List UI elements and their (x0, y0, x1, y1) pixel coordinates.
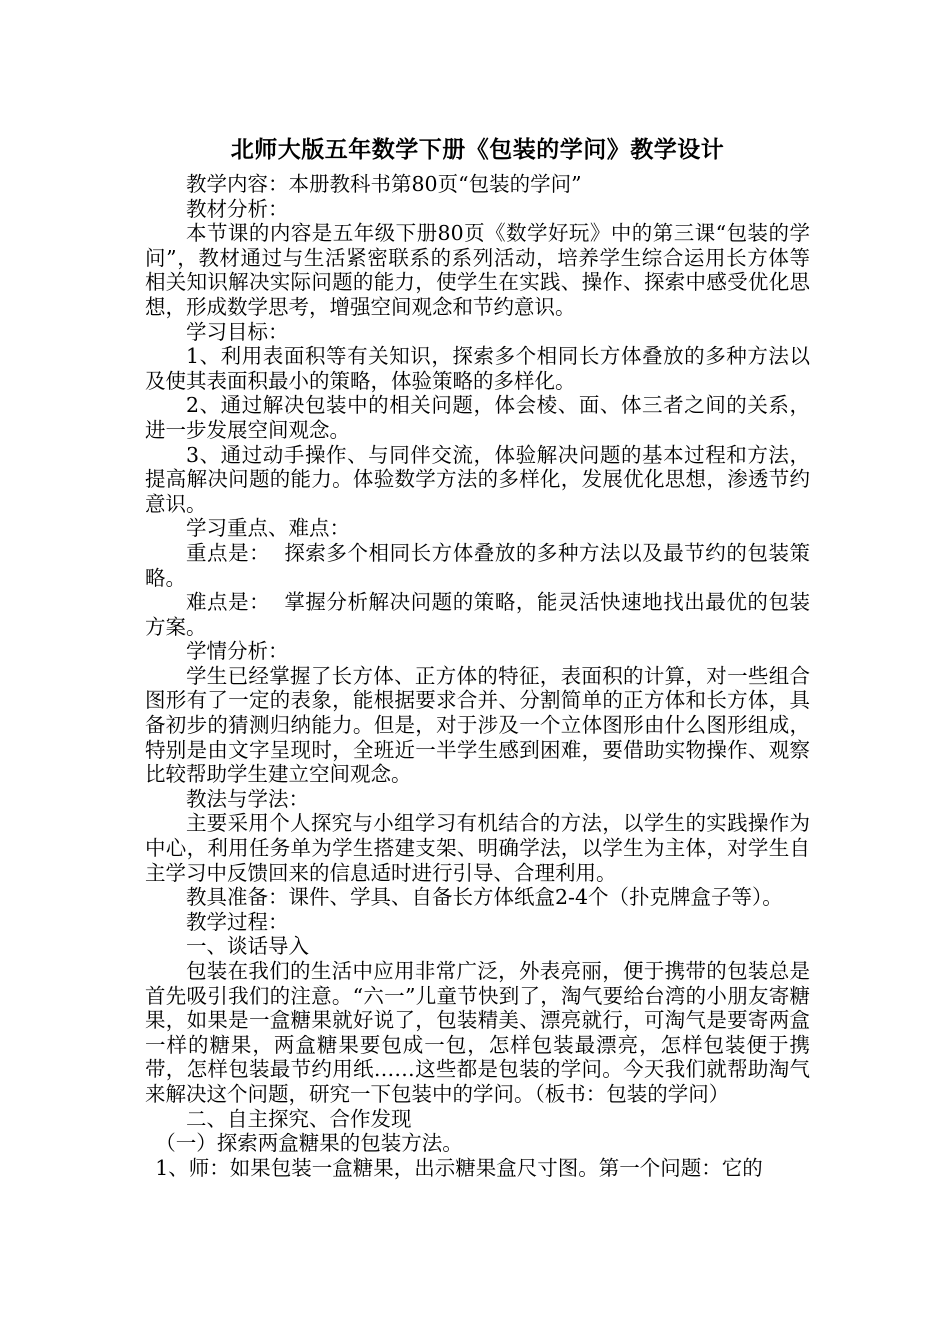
step-1-text: 1、师：如果包装一盒糖果，出示糖果盒尺寸图。第一个问题：它的 (155, 1155, 763, 1180)
objective-1: 1、利用表面积等有关知识，探索多个相同长方体叠放的多种方法以及使其表面积最小的策略，体验策略的多样化。 (145, 344, 810, 393)
objective-2: 2、通过解决包装中的相关问题，体会棱、面、体三者之间的关系，进一步发展空间观念。 (145, 393, 810, 442)
document-title: 北师大版五年数学下册《包装的学问》教学设计 (230, 137, 725, 163)
key-point: 重点是： 探索多个相同长方体叠放的多种方法以及最节约的包装策略。 (145, 540, 810, 590)
section-1-heading: 一、谈话导入 (186, 934, 309, 959)
section-2-heading: 二、自主探究、合作发现 (186, 1106, 412, 1131)
methods-body: 主要采用个人探究与小组学习有机结合的方法，以学生的实践操作为中心，利用任务单为学生搭建支架、明确学法，以学生为主体，对学生自主学习中反馈回来的信息适时进行引导、合理利用。 (145, 811, 810, 885)
heading-textbook-analysis: 教材分析： (186, 196, 289, 221)
objective-3: 3、通过动手操作、与同伴交流，体验解决问题的基本过程和方法，提高解决问题的能力。体验数学方法的多样化，发展优化思想，渗透节约意识。 (145, 442, 810, 516)
teaching-aids: 教具准备：课件、学具、自备长方体纸盒2-4个（扑克牌盒子等）。 (186, 885, 783, 910)
subsection-1-heading: （一）探索两盒糖果的包装方法。 (155, 1131, 463, 1156)
student-analysis-body: 学生已经掌握了长方体、正方体的特征，表面积的计算，对一些组合图形有了一定的表象，能根据要求合并、分割简单的正方体和长方体，具备初步的猜测归纳能力。但是，对于涉及一个立体图形由什么图形组成，特别是由文字呈现时，全班近一半学生感到困难，要借助实物操作、观察比较帮助学生建立空间观念。 (145, 663, 810, 787)
textbook-analysis-body: 本节课的内容是五年级下册80页《数学好玩》中的第三课“包装的学问”，教材通过与生活紧密联系的系列活动，培养学生综合运用长方体等相关知识解决实际问题的能力，使学生在实践、操作、探索中感受优化思想，形成数学思考，增强空间观念和节约意识。 (145, 221, 810, 319)
teaching-content: 教学内容：本册教科书第80页“包装的学问” (186, 172, 582, 196)
section-1-body: 包装在我们的生活中应用非常广泛，外表亮丽，便于携带的包装总是首先吸引我们的注意。“六一”儿童节快到了，淘气要给台湾的小朋友寄糖果，如果是一盒糖果就好说了，包装精美、漂亮就行，可淘气是要寄两盒一样的糖果，两盒糖果要包成一包，怎样包装最漂亮，怎样包装便于携带，怎样包装最节约用纸……这些都是包装的学问。今天我们就帮助淘气来解决这个问题，研究一下包装中的学问。（板书：包装的学问） (145, 959, 810, 1106)
heading-student-analysis: 学情分析： (186, 639, 289, 664)
heading-teaching-process: 教学过程： (186, 909, 289, 934)
heading-learning-objectives: 学习目标： (186, 319, 289, 344)
difficult-point: 难点是： 掌握分析解决问题的策略，能灵活快速地找出最优的包装方案。 (145, 590, 810, 639)
heading-key-difficult-points: 学习重点、难点： (186, 516, 350, 541)
heading-methods: 教法与学法： (186, 786, 309, 811)
document-page (145, 132, 810, 1180)
